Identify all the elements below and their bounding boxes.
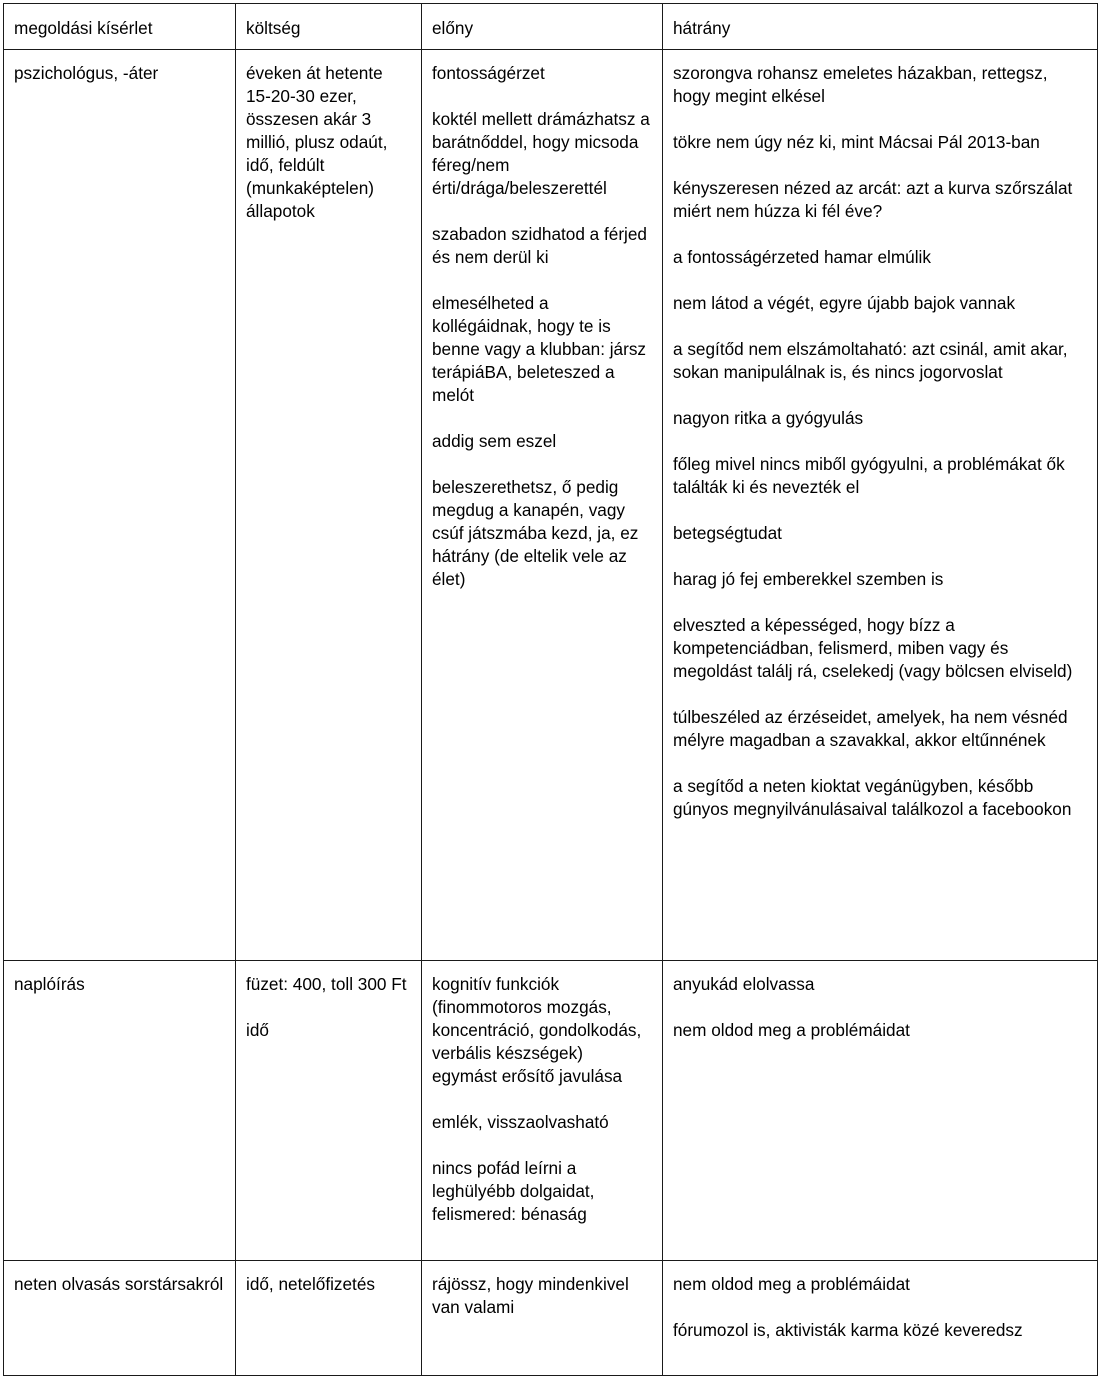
cell-paragraph: nem oldod meg a problémáidat: [673, 1274, 910, 1294]
cell-attempt: [4, 1261, 236, 1376]
cell-advantages: [422, 961, 663, 1261]
cell-paragraph: fontosságérzet: [432, 63, 545, 83]
cell-paragraph: kognitív funkciók (finommotoros mozgás, koncentráció, gondolkodás, verbális készségek) egymást erősítő javulása: [432, 974, 642, 1086]
cell-paragraph: beleszerethetsz, ő pedig megdug a kanapén, vagy csúf játszmába kezd, ja, ez hátrány (de eltelik vele az élet): [432, 477, 639, 589]
header-row: [4, 4, 1098, 50]
cell-paragraph: anyukád elolvassa: [673, 974, 815, 994]
cell-paragraph: neten olvasás sorstársakról: [14, 1274, 224, 1294]
cell-paragraph: addig sem eszel: [432, 431, 557, 451]
cell-attempt: [4, 961, 236, 1261]
cell-paragraph: rájössz, hogy mindenkivel van valami: [432, 1274, 629, 1317]
cell-paragraph: naplóírás: [14, 974, 85, 994]
comparison-table: [3, 3, 1098, 1376]
cell-paragraph: nincs pofád leírni a leghülyébb dolgaidat, felismered: bénaság: [432, 1158, 595, 1224]
cell-paragraph: főleg mivel nincs miből gyógyulni, a problémákat ők találták ki és nevezték el: [673, 454, 1065, 497]
cell-paragraph: a segítőd a neten kioktat vegánügyben, később gúnyos megnyilvánulásaival találkozol a facebookon: [673, 776, 1072, 819]
cell-paragraph: fórumozol is, aktivisták karma közé keveredsz: [673, 1320, 1023, 1340]
cell-disadvantages: [663, 50, 1098, 961]
header-disadvantages: hátrány: [663, 4, 1098, 50]
table-row: [4, 50, 1098, 961]
cell-advantages: [422, 50, 663, 961]
cell-paragraph: elmesélheted a kollégáidnak, hogy te is benne vagy a klubban: jársz terápiáBA, beleteszed a melót: [432, 293, 647, 405]
cell-paragraph: nem látod a végét, egyre újabb bajok vannak: [673, 293, 1016, 313]
cell-paragraph: tökre nem úgy néz ki, mint Mácsai Pál 2013-ban: [673, 132, 1040, 152]
cell-cost: [236, 1261, 422, 1376]
cell-cost: [236, 50, 422, 961]
header-cost: költség: [236, 4, 422, 50]
table-row: [4, 1261, 1098, 1376]
cell-paragraph: szabadon szidhatod a férjed és nem derül ki: [432, 224, 647, 267]
table-row: [4, 961, 1098, 1261]
table-body: [4, 50, 1098, 1376]
cell-paragraph: a fontosságérzeted hamar elmúlik: [673, 247, 931, 267]
cell-paragraph: füzet: 400, toll 300 Ft: [246, 974, 407, 994]
cell-paragraph: kényszeresen nézed az arcát: azt a kurva szőrszálat miért nem húzza ki fél éve?: [673, 178, 1073, 221]
cell-disadvantages: [663, 1261, 1098, 1376]
cell-disadvantages: [663, 961, 1098, 1261]
cell-paragraph: túlbeszéled az érzéseidet, amelyek, ha nem vésnéd mélyre magadban a szavakkal, akkor eltűnnének: [673, 707, 1068, 750]
cell-paragraph: nem oldod meg a problémáidat: [673, 1020, 910, 1040]
cell-paragraph: pszichológus, -áter: [14, 63, 159, 83]
cell-paragraph: éveken át hetente 15-20-30 ezer, összesen akár 3 millió, plusz odaút, idő, feldúlt (munkaképtelen) állapotok: [246, 63, 388, 221]
cell-cost: [236, 961, 422, 1261]
cell-paragraph: idő, netelőfizetés: [246, 1274, 375, 1294]
cell-paragraph: betegségtudat: [673, 523, 782, 543]
header-attempt: megoldási kísérlet: [4, 4, 236, 50]
cell-paragraph: harag jó fej emberekkel szemben is: [673, 569, 944, 589]
cell-paragraph: elveszted a képességed, hogy bízz a kompetenciádban, felismerd, miben vagy és megoldást találj rá, cselekedj (vagy bölcsen elviseld): [673, 615, 1073, 681]
cell-paragraph: a segítőd nem elszámoltaható: azt csinál, amit akar, sokan manipulálnak is, és nincs jogorvoslat: [673, 339, 1068, 382]
cell-paragraph: idő: [246, 1020, 269, 1040]
cell-paragraph: szorongva rohansz emeletes házakban, rettegsz, hogy megint elkésel: [673, 63, 1048, 106]
header-advantages: előny: [422, 4, 663, 50]
cell-paragraph: emlék, visszaolvasható: [432, 1112, 609, 1132]
cell-advantages: [422, 1261, 663, 1376]
cell-paragraph: nagyon ritka a gyógyulás: [673, 408, 864, 428]
cell-paragraph: koktél mellett drámázhatsz a barátnőddel, hogy micsoda féreg/nem érti/drága/beleszerettél: [432, 109, 650, 198]
cell-attempt: [4, 50, 236, 961]
